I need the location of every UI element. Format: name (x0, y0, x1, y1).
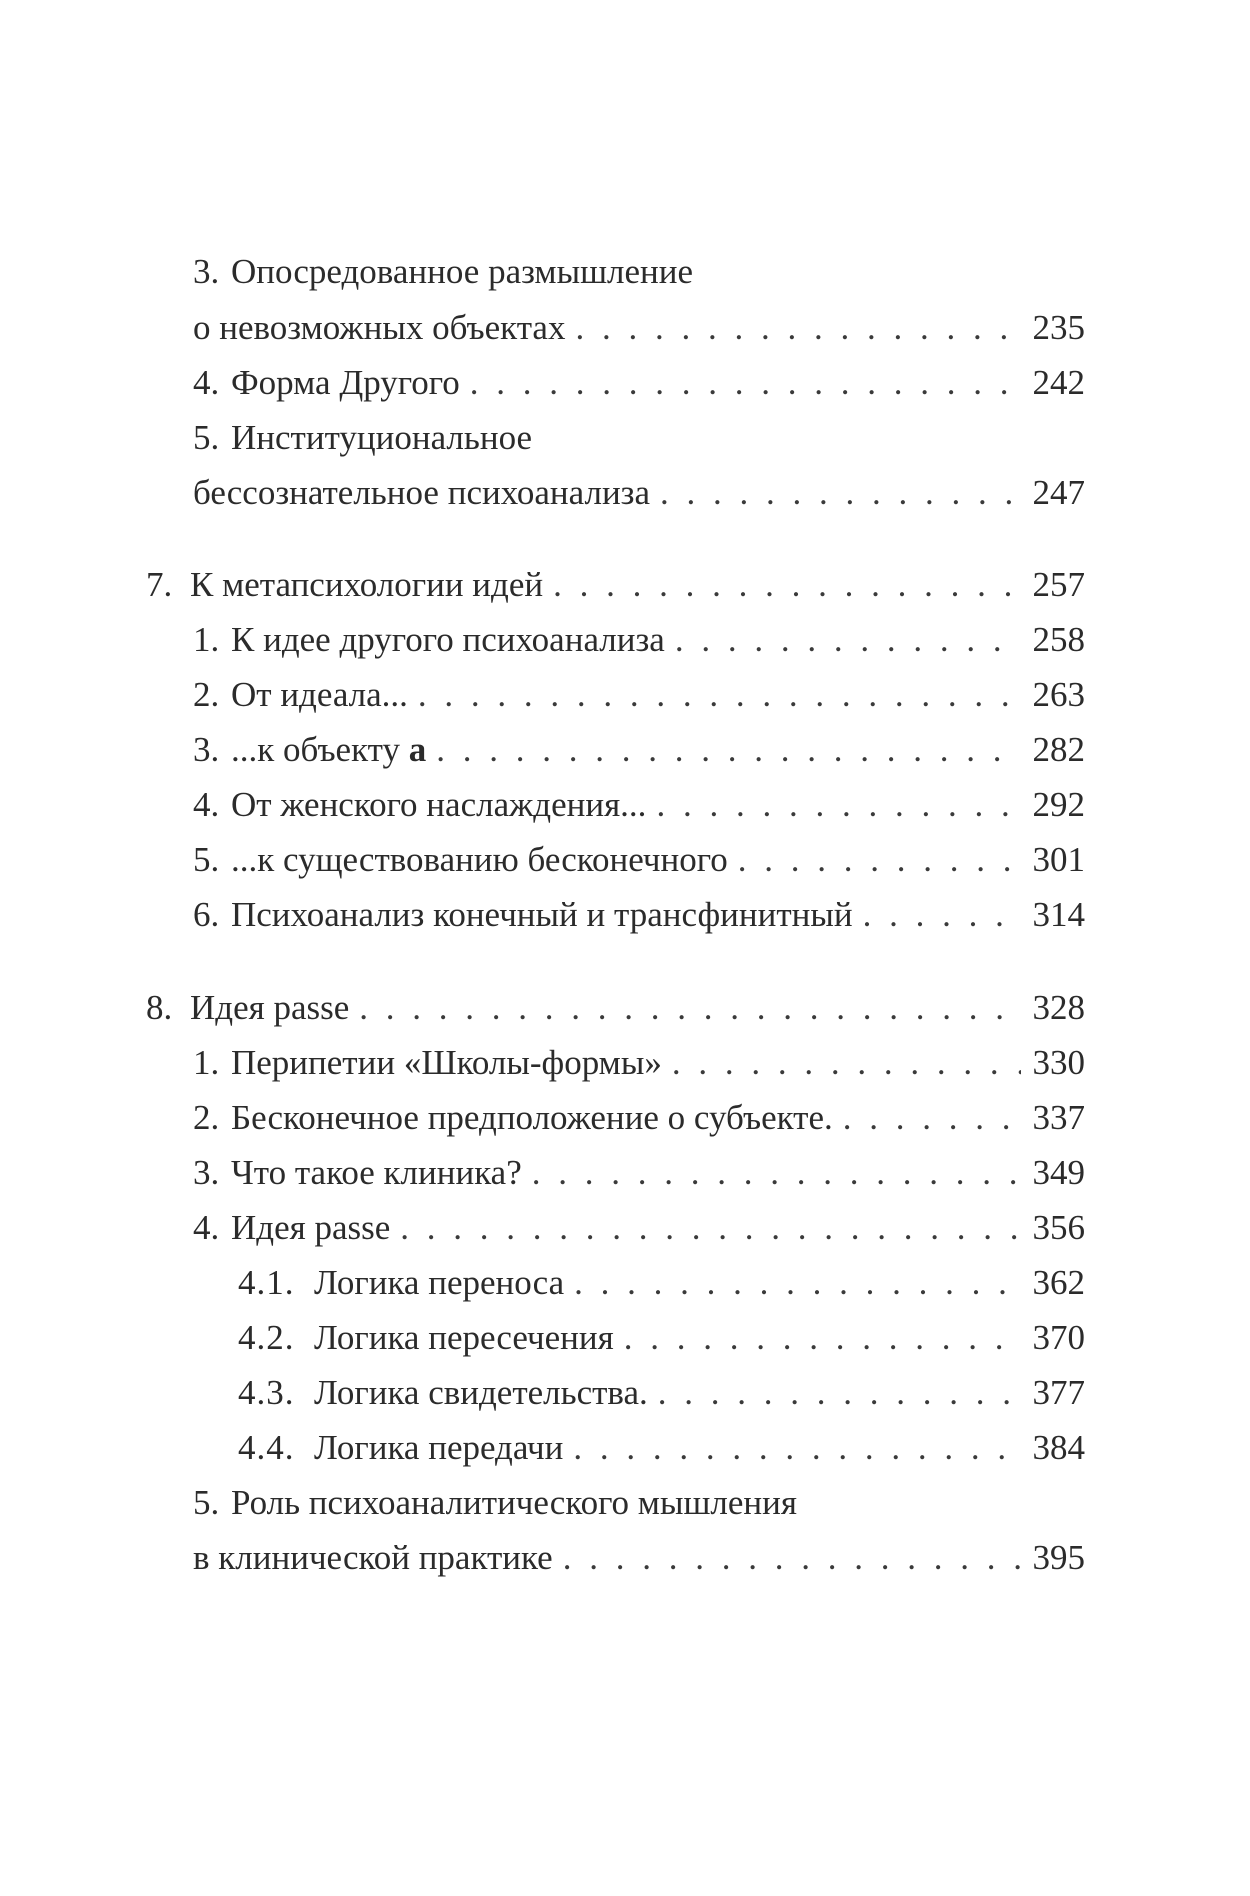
toc-entry (193, 300, 1085, 356)
toc-entry-page: 292 (1032, 785, 1085, 824)
toc-entry-number: 4. (193, 785, 220, 824)
toc-entry-title: От идеала... (231, 675, 408, 714)
toc-entry-page: 377 (1032, 1373, 1085, 1412)
toc-entry-title: Роль психоаналитического мышления (231, 1483, 797, 1522)
dot-leader (470, 355, 1021, 411)
toc-entry-number: 8. (146, 988, 173, 1027)
toc-entry-number: 4. (193, 363, 220, 402)
toc-entry-page: 370 (1032, 1318, 1085, 1357)
dot-leader (660, 465, 1021, 521)
toc-entry-page: 349 (1032, 1153, 1085, 1192)
toc-entry-title: К идее другого психоанализа (231, 620, 665, 659)
toc-entry-page: 263 (1032, 675, 1085, 714)
toc-entry-page: 257 (1032, 565, 1085, 604)
toc-entry-number: 5. (193, 1483, 220, 1522)
toc-entry-page: 235 (1032, 308, 1085, 347)
toc-entry-title-bold: a (408, 730, 427, 769)
toc-entry (193, 832, 1085, 888)
dot-leader (624, 1310, 1021, 1366)
toc-entry-title: Логика переноса (314, 1263, 565, 1302)
toc-entry-number: 4.3. (238, 1373, 295, 1412)
toc-entry-title: Что такое клиника? (231, 1153, 522, 1192)
toc-entry-number: 2. (193, 1098, 220, 1137)
toc-entry-page: 384 (1032, 1428, 1085, 1467)
toc-entry-title (231, 722, 426, 778)
dot-leader (574, 1255, 1021, 1311)
toc-entry-page: 314 (1032, 895, 1085, 934)
dot-leader (418, 667, 1021, 723)
toc-entry-title: Психоанализ конечный и трансфинитный (231, 895, 853, 934)
toc-entry-page: 242 (1032, 363, 1085, 402)
toc-entry (193, 722, 1085, 778)
toc-entry-title: От женского наслаждения... (231, 785, 647, 824)
toc-entry-number: 3. (193, 252, 220, 291)
dot-leader (575, 300, 1021, 356)
toc-entry-title: о невозможных объектах (193, 308, 566, 347)
toc-entry-title: ...к существованию бесконечного (231, 840, 728, 879)
dot-leader (672, 1035, 1021, 1091)
dot-leader (573, 1420, 1021, 1476)
toc-entry-title: Логика свидетельства. (314, 1373, 648, 1412)
toc-entry (193, 1475, 1085, 1531)
toc-entry (193, 612, 1085, 668)
toc-entry-number: 4.1. (238, 1263, 295, 1302)
toc-entry-number: 4.4. (238, 1428, 295, 1467)
toc-entry-title: Институциональное (231, 418, 533, 457)
toc-subentry (238, 1365, 1085, 1421)
toc-entry-title: Форма Другого (231, 363, 460, 402)
dot-leader (843, 1090, 1021, 1146)
dot-leader (553, 557, 1021, 613)
toc-entry-page: 330 (1032, 1043, 1085, 1082)
dot-leader (675, 612, 1021, 668)
toc-entry-title: Бесконечное предположение о субъекте. (231, 1098, 833, 1137)
toc-entry-title: Перипетии «Школы-формы» (231, 1043, 662, 1082)
toc-chapter (146, 557, 1085, 613)
toc-entry (193, 410, 1085, 466)
toc-entry (193, 777, 1085, 833)
toc-entry-number: 2. (193, 675, 220, 714)
toc-entry (193, 1035, 1085, 1091)
toc-entry-number: 5. (193, 418, 220, 457)
toc-entry (193, 1200, 1085, 1256)
dot-leader (359, 980, 1021, 1036)
toc-entry (193, 465, 1085, 521)
toc-entry-title: Логика пересечения (314, 1318, 614, 1357)
toc-entry-title: К метапсихологии идей (190, 565, 544, 604)
toc-subentry (238, 1255, 1085, 1311)
toc-entry-number: 3. (193, 730, 220, 769)
toc-entry-page: 258 (1032, 620, 1085, 659)
toc-entry-title: бессознательное психоанализа (193, 473, 651, 512)
toc-subentry (238, 1420, 1085, 1476)
toc-entry-number: 3. (193, 1153, 220, 1192)
dot-leader (658, 1365, 1021, 1421)
toc-entry-page: 362 (1032, 1263, 1085, 1302)
toc-entry-page: 356 (1032, 1208, 1085, 1247)
toc-entry-page: 282 (1032, 730, 1085, 769)
toc-entry (193, 244, 1085, 300)
dot-leader (563, 1530, 1021, 1586)
toc-entry-number: 1. (193, 1043, 220, 1082)
dot-leader (532, 1145, 1021, 1201)
toc-entry-number: 6. (193, 895, 220, 934)
toc-entry-title: Идея passe (231, 1208, 391, 1247)
toc-entry-title-text: ...к объекту (231, 730, 400, 769)
toc-subentry (238, 1310, 1085, 1366)
dot-leader (656, 777, 1021, 833)
toc-entry (193, 1530, 1085, 1586)
dot-leader (400, 1200, 1021, 1256)
toc-chapter (146, 980, 1085, 1036)
toc-entry-number: 4.2. (238, 1318, 295, 1357)
toc-entry-number: 5. (193, 840, 220, 879)
dot-leader (863, 887, 1021, 943)
toc-entry-page: 301 (1032, 840, 1085, 879)
toc-entry-page: 395 (1032, 1538, 1085, 1577)
dot-leader (436, 722, 1021, 778)
toc-entry-page: 337 (1032, 1098, 1085, 1137)
toc-entry-number: 1. (193, 620, 220, 659)
toc-entry-title: Опосредованное размышление (231, 252, 694, 291)
toc-entry-title: в клинической практике (193, 1538, 553, 1577)
toc-entry (193, 1145, 1085, 1201)
toc-entry-number: 7. (146, 565, 173, 604)
toc-entry (193, 355, 1085, 411)
toc-entry (193, 1090, 1085, 1146)
toc-entry-page: 328 (1032, 988, 1085, 1027)
toc-entry-page: 247 (1032, 473, 1085, 512)
toc-entry-number: 4. (193, 1208, 220, 1247)
toc-entry-title: Логика передачи (314, 1428, 564, 1467)
toc-entry-title: Идея passe (190, 988, 350, 1027)
dot-leader (738, 832, 1021, 888)
toc-entry (193, 667, 1085, 723)
toc-entry (193, 887, 1085, 943)
